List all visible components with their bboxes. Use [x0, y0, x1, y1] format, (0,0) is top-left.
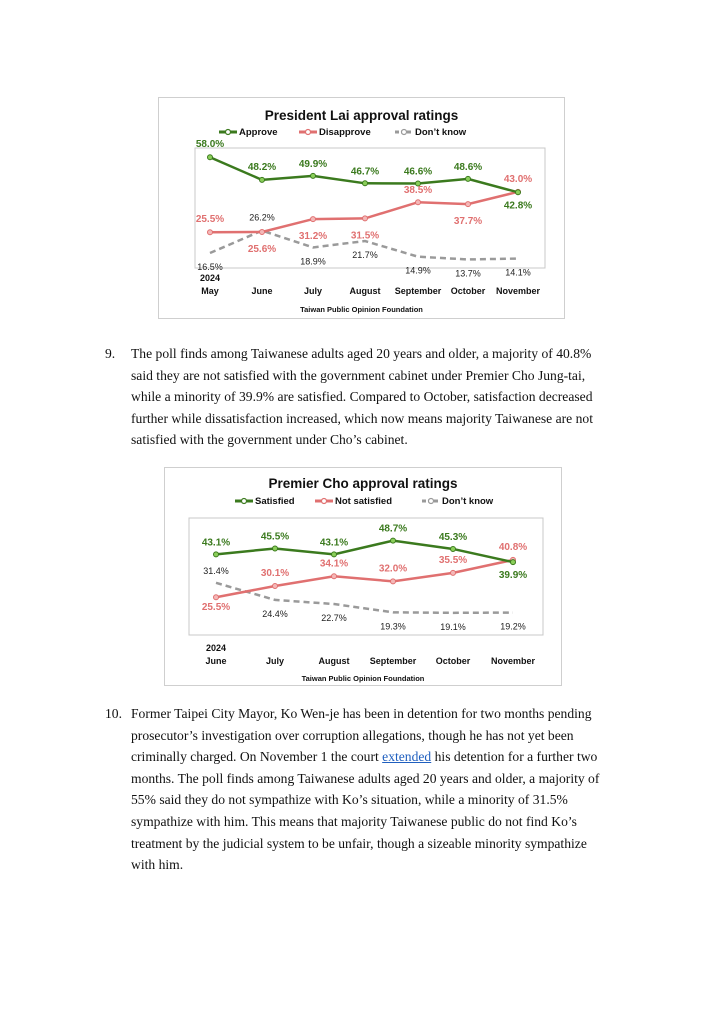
legend-marker: [242, 499, 247, 504]
paragraph-text: [131, 703, 605, 876]
data-label: 45.5%: [260, 531, 290, 543]
data-label: 34.1%: [319, 558, 349, 570]
data-label: 31.4%: [203, 565, 229, 576]
data-label: 42.8%: [503, 200, 533, 212]
chart-svg: [165, 468, 561, 685]
x-tick-label: June: [251, 286, 273, 296]
x-tick-label: July: [303, 286, 323, 296]
x-tick-label: November: [490, 656, 536, 666]
x-tick-label: May: [201, 286, 219, 296]
chart-president-lai: [158, 97, 565, 319]
data-label: 25.5%: [195, 214, 225, 226]
data-label: 48.7%: [378, 523, 408, 535]
x-tick-label: August: [318, 656, 350, 666]
data-label: 39.9%: [498, 570, 528, 582]
data-point: [273, 546, 278, 551]
x-tick-label: June: [205, 656, 227, 666]
legend-label: Don’t know: [415, 127, 467, 138]
data-point: [214, 552, 219, 557]
data-point: [332, 552, 337, 557]
legend-marker: [226, 130, 231, 135]
chart-svg: [159, 98, 564, 318]
data-label: 25.6%: [247, 244, 277, 255]
legend-marker: [306, 130, 311, 135]
paragraph-text: The poll finds among Taiwanese adults aged 20 years and older, a majority of 40.8% said they are not satisfied with the government cabinet under Premier Cho Jung-tai, while a minority of 39.9% are satisfied. Compared to October, satisfaction decreased further while dissatisfaction increased, which now means majority Taiwanese are not satisfied with the government under Cho’s cabinet.: [131, 346, 593, 448]
legend-label: Disapprove: [319, 127, 371, 138]
legend-item: [422, 496, 494, 507]
legend-item: [395, 127, 467, 138]
data-point: [516, 190, 521, 195]
plot-area: [189, 518, 543, 635]
extended-link[interactable]: extended: [382, 749, 432, 765]
text-span: Former Taipei City Mayor, Ko Wen-je has been in detention for two months pending prosecutor’s investigation over corruption allegations, though he has not yet been criminally charged. On November 1 the court: [131, 706, 592, 765]
data-label: 49.9%: [298, 158, 328, 170]
year-label: 2024: [199, 273, 221, 283]
chart-source: Taiwan Public Opinion Foundation: [300, 305, 423, 314]
data-label: 31.2%: [298, 231, 328, 243]
data-label: 25.5%: [201, 602, 231, 614]
x-tick-label: July: [265, 656, 285, 666]
data-label: 38.5%: [403, 185, 433, 197]
data-label: 16.5%: [197, 262, 223, 272]
paragraph-10: [105, 703, 605, 876]
data-point: [363, 181, 368, 186]
data-label: 19.3%: [380, 621, 406, 632]
data-point: [208, 155, 213, 160]
legend-label: Approve: [239, 127, 278, 138]
chart-title: President Lai approval ratings: [264, 108, 459, 123]
x-tick-label: August: [349, 286, 381, 296]
data-label: 43.0%: [503, 173, 533, 185]
x-tick-label: October: [450, 286, 486, 296]
data-label: 35.5%: [438, 554, 468, 566]
data-point: [260, 177, 265, 182]
data-label: 30.1%: [260, 568, 290, 580]
data-point: [311, 217, 316, 222]
legend-label: Don’t know: [442, 496, 494, 507]
data-label: 32.0%: [378, 563, 408, 575]
paragraph-number: 9.: [105, 346, 116, 361]
data-point: [273, 584, 278, 589]
legend-item: [219, 127, 278, 138]
data-label: 18.9%: [300, 256, 326, 267]
legend-item: [299, 127, 371, 138]
chart-title: Premier Cho approval ratings: [268, 476, 458, 491]
x-tick-label: September: [394, 286, 442, 296]
data-label: 22.7%: [321, 613, 347, 624]
data-point: [466, 202, 471, 207]
data-label: 58.0%: [195, 139, 225, 151]
data-label: 40.8%: [498, 541, 528, 553]
legend-item: [315, 496, 392, 507]
x-tick-label: October: [435, 656, 471, 666]
paragraph-9: [105, 343, 605, 451]
data-label: 14.1%: [505, 267, 531, 278]
year-label: 2024: [205, 643, 227, 653]
data-label: 19.2%: [500, 621, 526, 632]
data-label: 31.5%: [350, 230, 380, 242]
data-point: [260, 230, 265, 235]
data-label: 48.6%: [453, 161, 483, 173]
data-label: 48.2%: [247, 161, 277, 173]
legend-item: [235, 496, 295, 507]
text-span: his detention for a further two months. The poll finds among Taiwanese adults aged 20 years and older, a majority of 55% said they do not sympathize with Ko’s situation, while a minority of 31.5% sympathize with him. This means that majority Taiwanese public do not find Ko’s treatment by the judicial system to be unfair, though a sizeable minority sympathize with him.: [131, 749, 600, 873]
data-label: 26.2%: [249, 212, 275, 223]
data-label: 21.7%: [352, 250, 378, 260]
data-label: 45.3%: [438, 531, 468, 543]
legend-marker: [429, 499, 434, 504]
data-label: 19.1%: [440, 621, 466, 632]
data-point: [451, 570, 456, 575]
data-label: 24.4%: [262, 608, 288, 619]
x-tick-label: November: [495, 286, 541, 296]
chart-source: Taiwan Public Opinion Foundation: [301, 674, 425, 683]
data-point: [332, 574, 337, 579]
data-label: 37.7%: [453, 216, 483, 228]
legend-label: Not satisfied: [335, 496, 393, 507]
legend-marker: [322, 499, 327, 504]
data-point: [466, 176, 471, 181]
data-point: [363, 216, 368, 221]
legend-marker: [402, 130, 407, 135]
legend-label: Satisfied: [255, 496, 295, 507]
data-label: 46.7%: [350, 166, 380, 178]
data-label: 14.9%: [405, 265, 431, 276]
chart-premier-cho: [164, 467, 562, 686]
data-label: 43.1%: [201, 537, 231, 549]
data-point: [416, 200, 421, 205]
x-tick-label: September: [369, 656, 417, 666]
data-point: [208, 230, 213, 235]
data-point: [511, 560, 516, 565]
paragraph-number: 10.: [105, 706, 122, 721]
data-label: 43.1%: [319, 537, 349, 549]
data-label: 46.6%: [403, 166, 433, 178]
data-label: 13.7%: [455, 268, 481, 279]
data-point: [311, 173, 316, 178]
data-point: [451, 546, 456, 551]
data-point: [214, 595, 219, 600]
data-point: [391, 538, 396, 543]
data-point: [391, 579, 396, 584]
